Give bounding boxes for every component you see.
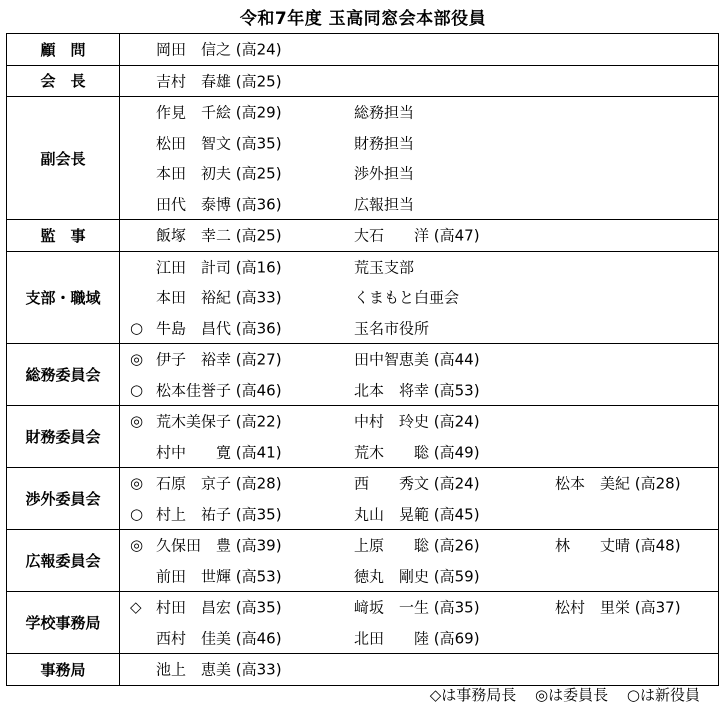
member-detail: 林 丈晴 (高48) [555,536,681,555]
member-line [120,561,718,592]
member-detail: 渉外担当 [354,164,415,183]
member-line [120,375,718,406]
members-cell [120,97,719,220]
table-row [7,468,719,530]
role-label: 事務局 [7,654,120,686]
members-cell [120,592,719,654]
member-line [120,406,718,437]
role-label: 副会長 [7,97,120,220]
role-label: 財務委員会 [7,406,120,468]
table-row [7,34,719,66]
members-cell [120,65,719,97]
member-detail: くまもと白亜会 [354,288,460,307]
member-line [120,34,718,65]
member-line [120,282,718,313]
legend-item: ◇は事務局長 [429,686,517,704]
role-mark: ○ [130,318,144,337]
member-detail: 西 秀文 (高24) [354,474,480,493]
role-label: 会 長 [7,65,120,97]
member-name: 伊子 裕幸 (高27) [156,350,282,369]
member-name: 牛島 昌代 (高36) [156,319,282,338]
member-detail: 玉名市役所 [354,319,430,338]
member-name: 田代 泰博 (高36) [156,195,282,214]
member-line [120,128,718,159]
member-detail: 田中智恵美 (高44) [354,350,480,369]
role-label: 広報委員会 [7,530,120,592]
table-row [7,406,719,468]
role-label: 渉外委員会 [7,468,120,530]
member-detail: 財務担当 [354,134,415,153]
member-detail: 上原 聡 (高26) [354,536,480,555]
legend [416,684,700,705]
member-detail: 中村 玲史 (高24) [354,412,480,431]
member-detail: 丸山 晃範 (高45) [354,505,480,524]
member-detail: 松本 美紀 (高28) [555,474,681,493]
role-label: 監 事 [7,220,120,252]
table-row [7,592,719,654]
member-detail: 荒木 聡 (高49) [354,443,480,462]
member-name: 飯塚 幸二 (高25) [156,226,282,245]
member-line [120,66,718,97]
member-name: 松本佳誉子 (高46) [156,381,282,400]
table-row [7,220,719,252]
member-line [120,189,718,220]
table-row [7,97,719,220]
member-name: 本田 裕紀 (高33) [156,288,282,307]
member-name: 荒木美保子 (高22) [156,412,282,431]
role-label: 総務委員会 [7,344,120,406]
member-name: 村上 祐子 (高35) [156,505,282,524]
member-line [120,158,718,189]
role-mark: ◎ [130,474,144,493]
member-line [120,499,718,530]
members-cell [120,220,719,252]
member-detail: 北本 将幸 (高53) [354,381,480,400]
member-detail: 松村 里栄 (高37) [555,598,681,617]
member-detail: 荒玉支部 [354,258,415,277]
members-cell [120,344,719,406]
role-label: 顧 問 [7,34,120,66]
member-line [120,220,718,251]
legend-item: ○は新役員 [626,686,700,704]
role-mark: ◎ [130,412,144,431]
member-name: 岡田 信之 (高24) [156,40,282,59]
member-line [120,623,718,654]
member-name: 村田 昌宏 (高35) [156,598,282,617]
page-title: 令和7年度 玉高同窓会本部役員 [239,9,487,29]
member-line [120,530,718,561]
member-name: 石原 京子 (高28) [156,474,282,493]
table-row [7,251,719,344]
member-detail: 広報担当 [354,195,415,214]
role-mark: ○ [130,504,144,523]
member-line [120,97,718,128]
member-name: 江田 計司 (高16) [156,258,282,277]
role-mark: ◎ [130,536,144,555]
member-line [120,252,718,283]
member-name: 吉村 春雄 (高25) [156,72,282,91]
members-cell [120,468,719,530]
member-line [120,344,718,375]
member-name: 池上 恵美 (高33) [156,660,282,679]
legend-item: ◎は委員長 [535,686,609,704]
member-line [120,468,718,499]
member-line [120,592,718,623]
member-detail: 総務担当 [354,103,415,122]
members-cell [120,654,719,686]
role-label: 学校事務局 [7,592,120,654]
table-row [7,344,719,406]
officer-table [6,33,719,686]
role-mark: ◇ [130,598,142,617]
table-row [7,654,719,686]
member-name: 本田 初夫 (高25) [156,164,282,183]
member-detail: 﨑坂 一生 (高35) [354,598,480,617]
member-line [120,654,718,685]
member-name: 村中 寛 (高41) [156,443,282,462]
members-cell [120,530,719,592]
members-cell [120,34,719,66]
member-line [120,313,718,344]
role-mark: ○ [130,380,144,399]
role-label: 支部・職域 [7,251,120,344]
role-mark: ◎ [130,350,144,369]
member-name: 作見 千絵 (高29) [156,103,282,122]
member-name: 前田 世輝 (高53) [156,567,282,586]
table-row [7,65,719,97]
members-cell [120,406,719,468]
member-line [120,437,718,468]
member-detail: 北田 陸 (高69) [354,629,480,648]
member-name: 久保田 豊 (高39) [156,536,282,555]
member-name: 西村 佳美 (高46) [156,629,282,648]
member-name: 松田 智文 (高35) [156,134,282,153]
member-detail: 徳丸 剛史 (高59) [354,567,480,586]
table-row [7,530,719,592]
member-detail: 大石 洋 (高47) [354,226,480,245]
members-cell [120,251,719,344]
